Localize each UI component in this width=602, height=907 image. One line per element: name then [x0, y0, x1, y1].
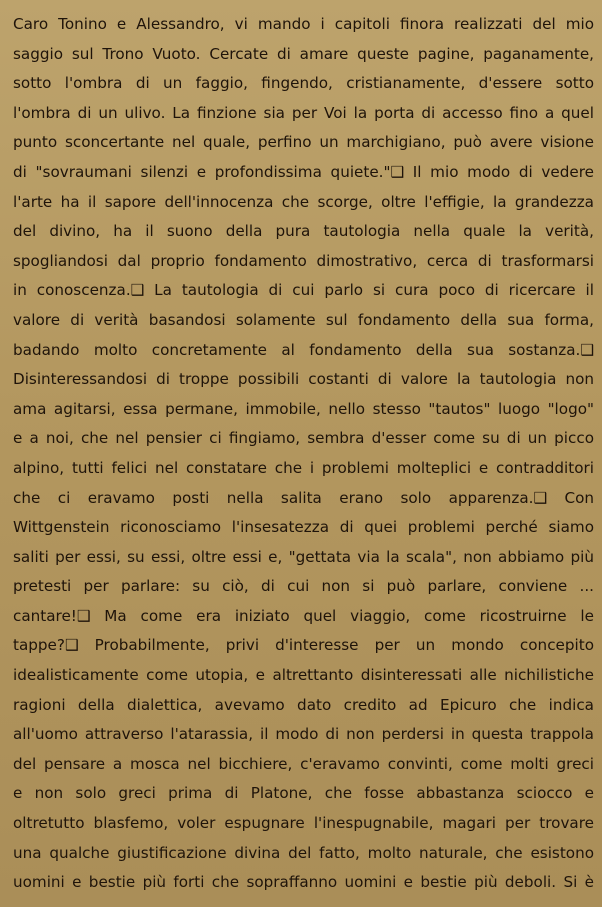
text-line: ama agitarsi, essa permane, immobile, nello stesso "tautos" luogo "logo"	[13, 399, 594, 418]
text-line: del divino, ha il suono della pura tautologia nella quale la verità,	[13, 222, 594, 241]
text-line: e a noi, che nel pensier ci fingiamo, sembra d'esser come su di un picco	[13, 429, 594, 448]
text-line: saliti per essi, su essi, oltre essi e, "gettata via la scala", non abbiamo più	[13, 547, 594, 566]
text-line: che ci eravamo posti nella salita erano solo apparenza.❑ Con	[13, 488, 594, 507]
text-line: all'uomo attraverso l'atarassia, il modo di non perdersi in questa trappola	[13, 725, 594, 744]
text-line: badando molto concretamente al fondamento della sua sostanza.❑	[13, 340, 594, 359]
text-line: punto sconcertante nel quale, perfino un marchigiano, può avere visione	[13, 133, 594, 152]
text-line: Disinteressandosi di troppe possibili costanti di valore la tautologia non	[13, 370, 594, 389]
text-line: spogliandosi dal proprio fondamento dimostrativo, cerca di trasformarsi	[13, 251, 594, 270]
text-line: del pensare a mosca nel bicchiere, c'eravamo convinti, come molti greci	[13, 754, 594, 773]
text-line: e non solo greci prima di Platone, che fosse abbastanza sciocco e	[13, 784, 594, 803]
text-line: pretesti per parlare: su ciò, di cui non si può parlare, conviene ...	[13, 577, 594, 596]
text-line: tappe?❑ Probabilmente, privi d'interesse per un mondo concepito	[13, 636, 594, 655]
text-line: l'arte ha il sapore dell'innocenza che scorge, oltre l'effigie, la grandezza	[13, 192, 594, 211]
text-line: in conoscenza.❑ La tautologia di cui parlo si cura poco di ricercare il	[13, 281, 594, 300]
text-line: sotto l'ombra di un faggio, fingendo, cristianamente, d'essere sotto	[13, 74, 594, 93]
text-line: saggio sul Trono Vuoto. Cercate di amare queste pagine, paganamente,	[13, 44, 594, 63]
text-line: alpino, tutti felici nel constatare che i problemi molteplici e contradditori	[13, 458, 594, 477]
text-line: una qualche giustificazione divina del fatto, molto naturale, che esistono	[13, 843, 594, 862]
text-line: di "sovraumani silenzi e profondissima quiete."❑ Il mio modo di vedere	[13, 162, 594, 181]
text-line: oltretutto blasfemo, voler espugnare l'inespugnabile, magari per trovare	[13, 814, 594, 833]
text-line: Wittgenstein riconosciamo l'insesatezza di quei problemi perché siamo	[13, 518, 594, 537]
text-line: ragioni della dialettica, avevamo dato credito ad Epicuro che indica	[13, 695, 594, 714]
text-line: cantare!❑ Ma come era iniziato quel viaggio, come ricostruirne le	[13, 606, 594, 625]
text-line: Caro Tonino e Alessandro, vi mando i capitoli finora realizzati del mio	[13, 15, 594, 33]
text-line: idealisticamente come utopia, e altrettanto disinteressati alle nichilistiche	[13, 666, 594, 685]
text-line: uomini e bestie più forti che sopraffanno uomini e bestie più deboli. Si è	[13, 873, 594, 892]
text-line: l'ombra di un ulivo. La finzione sia per Voi la porta di accesso fino a quel	[13, 103, 594, 122]
text-line: valore di verità basandosi solamente sul fondamento della sua forma,	[13, 310, 594, 329]
